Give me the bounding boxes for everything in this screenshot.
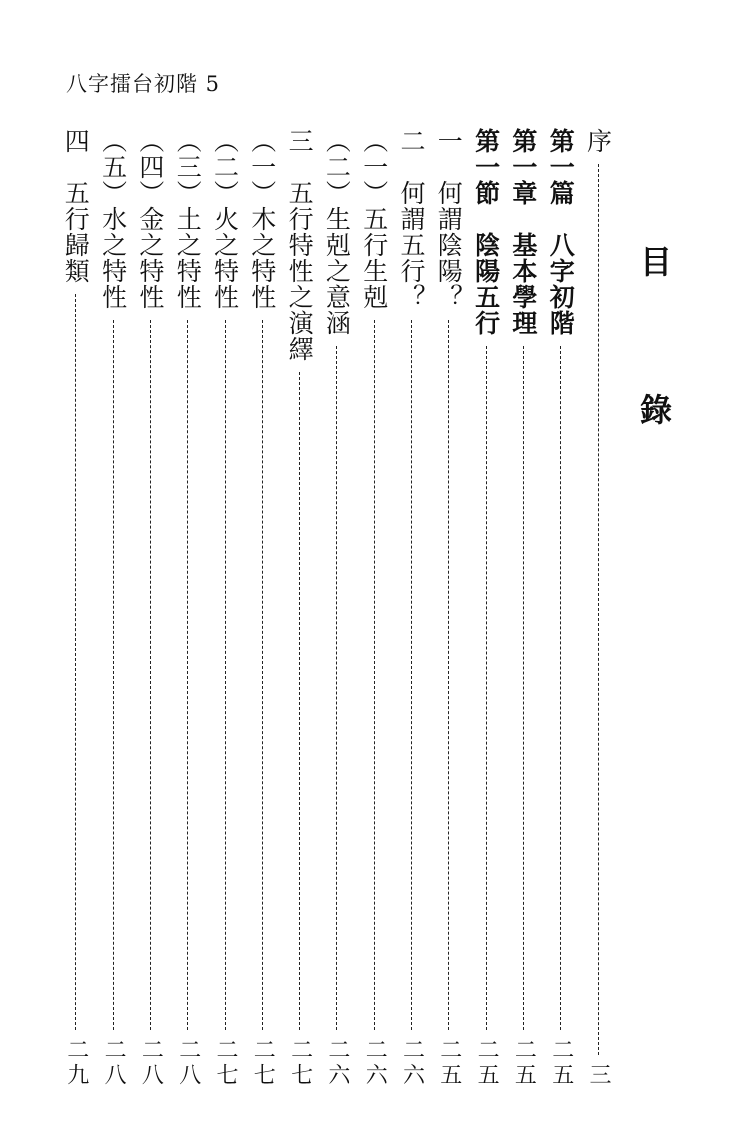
toc-page-number: 二七	[287, 1038, 313, 1088]
toc-page-number: 二七	[213, 1038, 238, 1088]
toc-entry[interactable]	[541, 128, 581, 1088]
toc-entry-title: （四）金之特性	[135, 128, 165, 310]
toc-entry[interactable]	[280, 128, 320, 1088]
toc-entry[interactable]	[168, 128, 208, 1088]
toc-dotted-leader	[374, 320, 375, 1030]
toc-page-number: 二八	[138, 1038, 164, 1088]
toc-dotted-leader	[486, 346, 487, 1030]
toc-entry-title: 第一節 陰陽五行	[471, 128, 501, 336]
toc-dotted-leader	[598, 164, 599, 1055]
toc-entry-title: （一）五行生剋	[359, 128, 389, 310]
toc-entry[interactable]	[205, 128, 245, 1088]
toc-page-number: 二五	[436, 1038, 462, 1088]
toc-page-number: 三	[586, 1063, 611, 1088]
toc-entry-title: 第一章 基本學理	[508, 128, 538, 336]
toc-entry[interactable]	[242, 128, 282, 1088]
toc-dotted-leader	[225, 320, 226, 1030]
toc-entry[interactable]	[429, 128, 469, 1088]
toc-dotted-leader	[187, 320, 188, 1030]
toc-dotted-leader	[299, 372, 300, 1030]
toc-entry-title: （二）火之特性	[210, 128, 240, 310]
toc-entry-title: （五）水之特性	[98, 128, 128, 310]
toc-entry[interactable]	[93, 128, 133, 1088]
toc-entry-title: 四 五行歸類	[61, 128, 91, 284]
toc-entry-title: （一）木之特性	[247, 128, 277, 310]
toc-dotted-leader	[523, 346, 524, 1030]
toc-page-number: 二六	[362, 1038, 388, 1088]
toc-dotted-leader	[75, 294, 76, 1030]
toc-dotted-leader	[113, 320, 114, 1030]
toc-title-char-1: 目	[640, 243, 673, 281]
toc-dotted-leader	[336, 346, 337, 1030]
toc-entry-title: 序	[583, 128, 613, 154]
toc-entry[interactable]	[317, 128, 357, 1088]
toc-entry-title: （二）生剋之意涵	[322, 128, 352, 336]
toc-entry[interactable]	[56, 128, 96, 1088]
toc-entry-title: 一 何謂陰陽？	[434, 128, 464, 310]
toc-dotted-leader	[150, 320, 151, 1030]
toc-entry-title: 第一篇 八字初階	[546, 128, 576, 336]
toc-page-number: 二八	[101, 1038, 127, 1088]
toc-entry[interactable]	[392, 128, 432, 1088]
toc-entry-title: 二 何謂五行？	[397, 128, 426, 310]
toc-entry-title: 三 五行特性之演繹	[285, 128, 315, 362]
toc-title-char-2: 錄	[640, 391, 673, 429]
toc-page-number: 二五	[474, 1038, 500, 1088]
toc-page-number: 二六	[399, 1038, 425, 1088]
page-header: 八字擂台初階 5	[66, 72, 221, 96]
toc-page-number: 二五	[511, 1038, 537, 1088]
toc-entry[interactable]	[578, 128, 618, 1088]
toc-page-number: 二八	[175, 1038, 201, 1088]
toc-title	[640, 243, 680, 429]
toc-page-number: 二七	[250, 1038, 276, 1088]
toc-page-number: 二五	[548, 1038, 574, 1088]
toc-dotted-leader	[262, 320, 263, 1030]
toc-page-number: 二六	[324, 1038, 350, 1088]
toc-entry[interactable]	[503, 128, 543, 1088]
toc-dotted-leader	[560, 346, 561, 1030]
toc-entry[interactable]	[130, 128, 170, 1088]
toc-entry-title: （三）土之特性	[173, 128, 203, 310]
toc-entry[interactable]	[354, 128, 394, 1088]
toc-entry[interactable]	[466, 128, 506, 1088]
toc-dotted-leader	[448, 320, 449, 1030]
toc-dotted-leader	[411, 320, 412, 1030]
toc-page-number: 二九	[63, 1038, 89, 1088]
